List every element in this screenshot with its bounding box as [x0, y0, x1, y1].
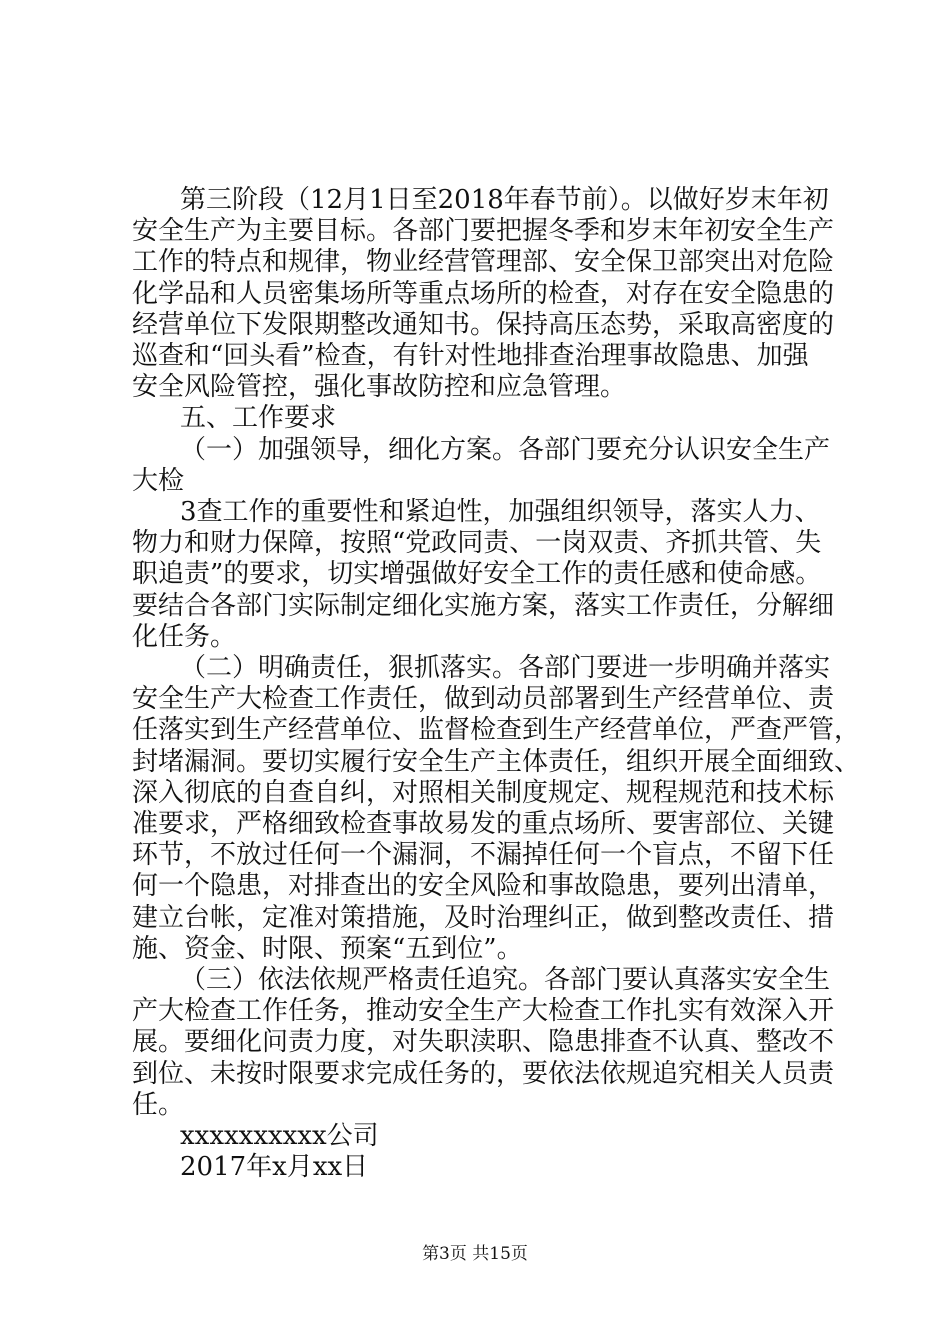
body-text-line: 大检 [132, 465, 185, 496]
body-text-line: 2017年x月xx日 [180, 1152, 369, 1183]
body-text-line: （一）加强领导，细化方案。各部门要充分认识安全生产 [180, 434, 831, 465]
body-text-line: 深入彻底的自查自纠，对照相关制度规定、规程规范和技术标 [132, 777, 835, 808]
body-text-line: 展。要细化问责力度，对失职渎职、隐患排查不认真、整改不 [132, 1027, 835, 1058]
body-text-line: 环节，不放过任何一个漏洞，不漏掉任何一个盲点，不留下任 [132, 840, 835, 871]
body-text-line: 巡查和“回头看”检查，有针对性地排查治理事故隐患、加强 [132, 341, 809, 371]
body-text-line: 到位、未按时限要求完成任务的，要依法依规追究相关人员责 [132, 1058, 835, 1089]
body-text-line: xxxxxxxxxx公司 [180, 1121, 379, 1151]
body-text-line: 化任务。 [132, 621, 237, 652]
body-text-line: 产大检查工作任务，推动安全生产大检查工作扎实有效深入开 [132, 996, 835, 1027]
body-text-line: 安全生产为主要目标。各部门要把握冬季和岁末年初安全生产 [132, 216, 835, 247]
body-text-line: 第三阶段（12月1日至2018年春节前）。以做好岁末年初 [180, 185, 829, 215]
body-text-line: （三）依法依规严格责任追究。各部门要认真落实安全生 [180, 965, 831, 995]
body-text-line: 经营单位下发限期整改通知书。保持高压态势，采取高密度的 [132, 309, 835, 340]
body-text-line: 建立台帐，定准对策措施，及时治理纠正，做到整改责任、措 [132, 902, 835, 933]
body-text-line: 任。 [132, 1089, 185, 1120]
body-text-line: 3查工作的重要性和紧迫性，加强组织领导，落实人力、 [180, 497, 821, 527]
body-text-line: 职追责”的要求，切实增强做好安全工作的责任感和使命感。 [132, 559, 822, 590]
body-text-line: 准要求，严格细致检查事故易发的重点场所、要害部位、关键 [132, 809, 835, 839]
body-text-line: 任落实到生产经营单位、监督检查到生产经营单位，严查严管， [132, 715, 861, 746]
body-text-line: 安全风险管控，强化事故防控和应急管理。 [132, 372, 627, 403]
body-text-line: （二）明确责任，狠抓落实。各部门要进一步明确并落实 [180, 653, 831, 683]
body-text-line: 封堵漏洞。要切实履行安全生产主体责任，组织开展全面细致、 [132, 746, 861, 777]
body-text-line: 何一个隐患，对排查出的安全风险和事故隐患，要列出清单， [132, 871, 835, 902]
body-text-line: 要结合各部门实际制定细化实施方案，落实工作责任，分解细 [132, 590, 835, 621]
body-text-line: 物力和财力保障，按照“党政同责、一岗双责、齐抓共管、失 [132, 528, 822, 559]
body-text-line: 化学品和人员密集场所等重点场所的检查，对存在安全隐患的 [132, 278, 835, 309]
page-footer: 第3页 共15页 [422, 1244, 528, 1264]
body-text-line: 施、资金、时限、预案“五到位”。 [132, 933, 523, 964]
body-text-line: 工作的特点和规律，物业经营管理部、安全保卫部突出对危险 [132, 247, 835, 278]
body-text-line: 五、工作要求 [180, 403, 337, 434]
body-text-line: 安全生产大检查工作责任，做到动员部署到生产经营单位、责 [132, 684, 835, 715]
